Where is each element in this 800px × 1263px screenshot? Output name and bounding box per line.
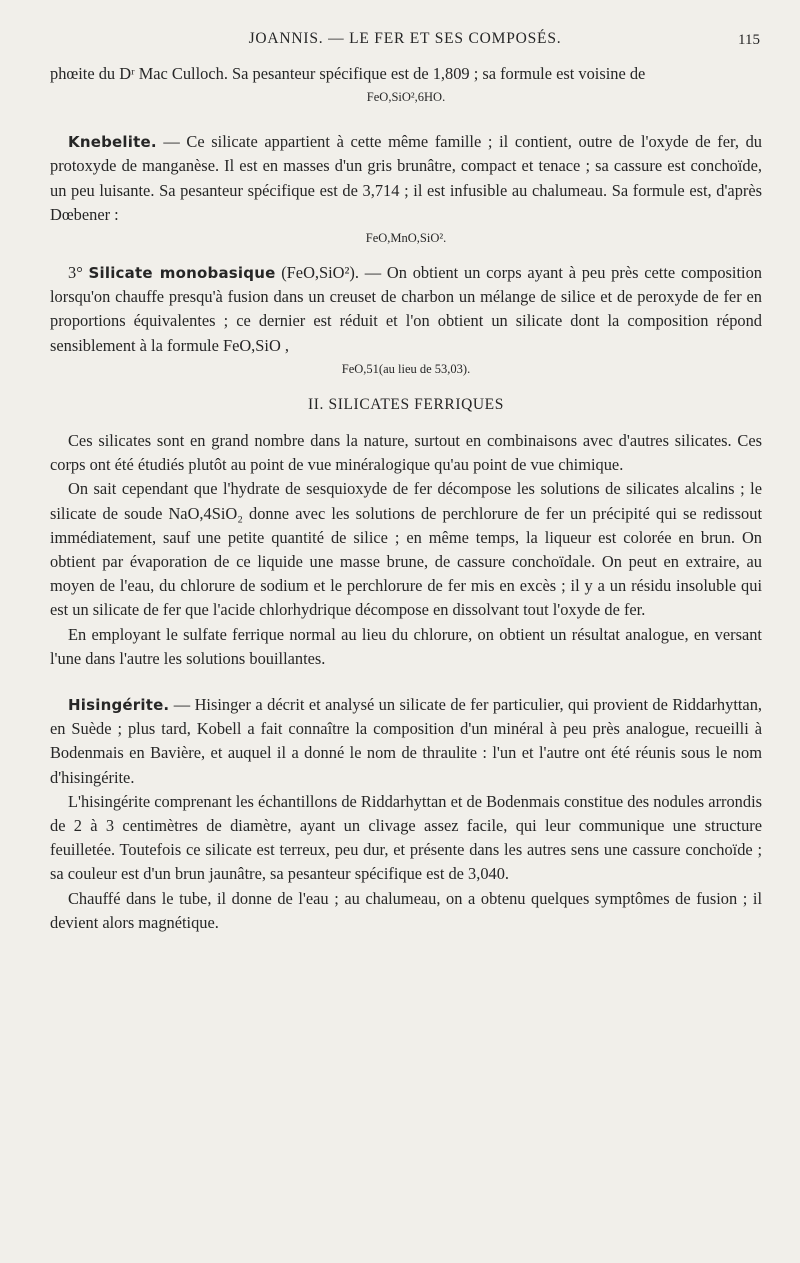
page-number: 115 [738,32,760,48]
paragraph-gap [50,253,762,261]
paragraph-hisingerite-heating: Chauffé dans le tube, il donne de l'eau ; au chalumeau, on a obtenu quelques symptômes de fusion ; il devient alors magnétique. [50,888,762,932]
paragraph-knebelite [50,130,762,227]
page-body [50,62,762,935]
paragraph-ferric-intro: Ces silicates sont en grand nombre dans la nature, surtout en combinaisons avec d'autres silicates. Ces corps ont été étudiés plutôt au point de vue minéralogique qu'au point de vue chimique. [50,431,762,475]
term-silicate-monobasique: Silicate monobasique [88,264,276,283]
paragraph-ferric-sulfate: En employant le sulfate ferrique normal au lieu du chlorure, on obtient un résultat analogue, en versant l'une dans l'autre les solutions bouillantes. [50,624,762,668]
paragraph-hisingerite [50,693,762,790]
term-knebelite: Knebelite. [68,133,157,152]
formula-feo-sio2-6ho: FeO,SiO²,6HO. [366,90,446,105]
header-title: JOANNIS. — LE FER ET SES COMPOSÉS. [248,30,562,47]
paragraph-silicate-monobasique [50,261,762,358]
paragraph-gap [50,112,762,130]
paragraph-ferric-hydrate: On sait cependant que l'hydrate de sesquioxyde de fer décompose les solutions de silicates alcalins ; le silicate de soude NaO,4SiO₂ donne avec les solutions de perchlorure de fer un précipité qui se redissout immédiatement, sauf une petite quantité de silice ; en même temps, la liqueur est colorée en brun. On obtient par évaporation de ce liquide une masse brune, de cassure conchoïdale. On peut en extraire, au moyen de l'eau, du chlorure de sodium et le perchlorure de fer mis en excès ; il y a un résidu insoluble qui est un silicate de fer que l'acide chlorhydrique décompose en dissolvant tout l'oxyde de fer. [50,479,762,620]
silicate-text: (FeO,SiO²). — On obtient un corps ayant à peu près cette composition lorsqu'on chauffe presqu'à fusion dans un creuset de charbon un mélange de silice et de peroxyde de fer en proportions équivalentes ; ce dernier est réduit et l'on obtient un silicate dont la composition répond sensiblement à la formule FeO,SiO , [50,263,762,355]
hisingerite-text: — Hisinger a décrit et analysé un silicate de fer particulier, qui provient de Riddarhyttan, en Suède ; plus tard, Kobell a fait connaître la composition d'un minéral à peu près analogue, recueilli à Bodenmais en Bavière, et auquel il a donné le nom de thraulite : l'un et l'autre ont été réunis sous le nom d'hisingérite. [50,695,762,787]
paragraph-mac-culloch: phœite du Dʳ Mac Culloch. Sa pesanteur spécifique est de 1,809 ; sa formule est voisine de [50,64,646,83]
section-heading-silicates-ferriques: II. SILICATES FERRIQUES [308,395,504,413]
section-number: 3° [68,263,89,283]
knebelite-text: — Ce silicate appartient à cette même famille ; il contient, outre de l'oxyde de fer, du protoxyde de manganèse. Il est en masses d'un gris brunâtre, compact et tenace ; sa cassure est conchoïde, un peu luisante. Sa pesanteur spécifique est de 3,714 ; il est infusible au chalumeau. Sa formule est, d'après Dœbener : [50,132,762,224]
paragraph-hisingerite-description: L'hisingérite comprenant les échantillons de Riddarhyttan et de Bodenmais constitue des nodules arrondis de 2 à 3 centimètres de diamètre, ayant un clivage assez facile, qui leur communique une structure feuilletée. Toutefois ce silicate est terreux, peu dur, et présente dans les autres sens une cassure conchoïde ; sa couleur est d'un brun jaunâtre, sa pesanteur spécifique est de 3,040. [50,791,762,884]
formula-feo-mno-sio2: FeO,MnO,SiO². [365,231,447,246]
paragraph-gap [50,671,762,693]
running-header [50,30,760,56]
formula-feo-51: FeO,51(au lieu de 53,03). [341,361,471,376]
term-hisingerite: Hisingérite. [68,696,170,715]
